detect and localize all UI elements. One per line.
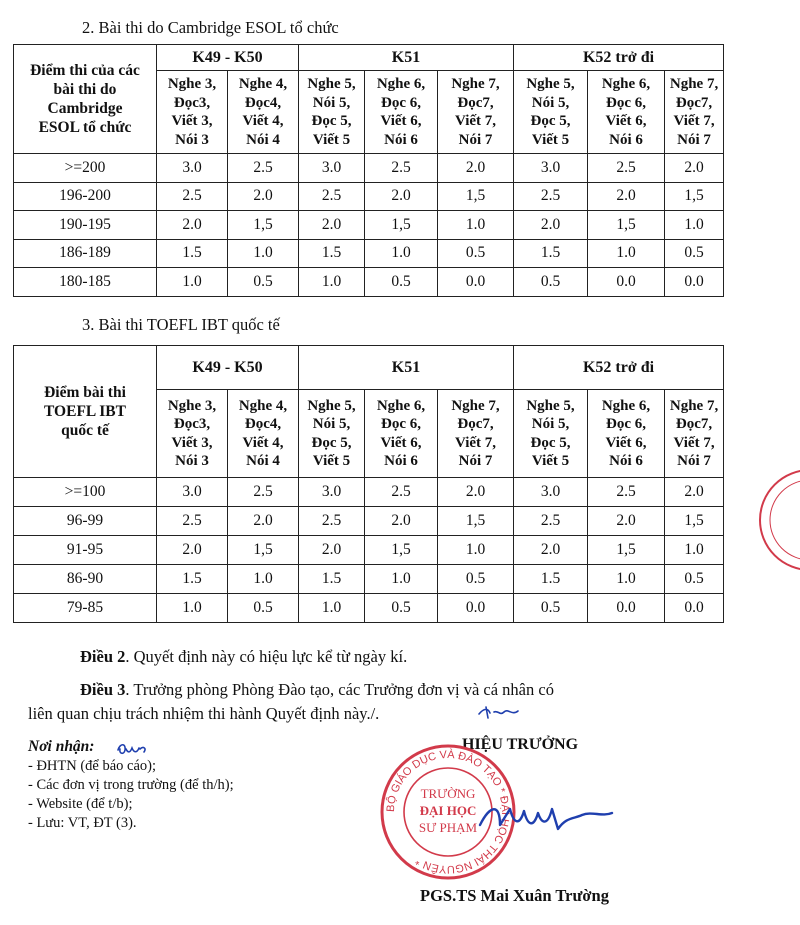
converted-score-cell: 0.0 — [665, 268, 724, 297]
article-3-line-2: liên quan chịu trách nhiệm thi hành Quyết định này./. — [28, 704, 380, 723]
converted-score-cell: 2.0 — [157, 211, 228, 240]
handwritten-signature — [470, 795, 620, 840]
score-range-cell: 196-200 — [14, 182, 157, 211]
converted-score-cell: 2.5 — [228, 478, 299, 507]
score-range-cell: 91-95 — [14, 536, 157, 565]
converted-score-cell: 0.5 — [514, 594, 588, 623]
table-row — [14, 211, 724, 240]
signature-title: HIỆU TRƯỞNG — [462, 736, 579, 753]
converted-score-cell: 2.0 — [514, 211, 588, 240]
converted-score-cell: 2.0 — [365, 507, 438, 536]
converted-score-cell: 2.5 — [157, 182, 228, 211]
converted-score-cell: 3.0 — [514, 154, 588, 183]
score-range-cell: >=100 — [14, 478, 157, 507]
svg-text:ĐẠI HỌC: ĐẠI HỌC — [419, 803, 477, 818]
converted-score-cell: 1,5 — [438, 182, 514, 211]
group-header-k49-k50: K49 - K50 — [157, 346, 299, 390]
converted-score-cell: 2.0 — [588, 507, 665, 536]
table-row — [14, 239, 724, 268]
converted-score-cell: 1,5 — [228, 211, 299, 240]
list-item: - Lưu: VT, ĐT (3). — [28, 815, 137, 831]
table-row — [14, 565, 724, 594]
subheader-cell: Nghe 4, Đọc4, Viết 4, Nói 4 — [228, 390, 299, 478]
subheader-cell: Nghe 7, Đọc7, Viết 7, Nói 7 — [665, 71, 724, 154]
converted-score-cell: 2.5 — [514, 507, 588, 536]
subheader-cell: Nghe 3, Đọc3, Viết 3, Nói 3 — [157, 71, 228, 154]
cambridge-score-table — [13, 44, 724, 297]
score-range-cell: >=200 — [14, 154, 157, 183]
score-range-cell: 96-99 — [14, 507, 157, 536]
converted-score-cell: 1.0 — [588, 565, 665, 594]
converted-score-cell: 0.5 — [665, 239, 724, 268]
converted-score-cell: 2.0 — [588, 182, 665, 211]
converted-score-cell: 1.5 — [299, 239, 365, 268]
table-corner-header: Điểm thi của các bài thi do Cambridge ESOL tổ chức — [14, 45, 157, 154]
converted-score-cell: 0.0 — [588, 268, 665, 297]
subheader-cell: Nghe 4, Đọc4, Viết 4, Nói 4 — [228, 71, 299, 154]
converted-score-cell: 1.0 — [438, 211, 514, 240]
converted-score-cell: 1.0 — [365, 565, 438, 594]
converted-score-cell: 1,5 — [588, 211, 665, 240]
converted-score-cell: 1.0 — [157, 268, 228, 297]
converted-score-cell: 1.0 — [588, 239, 665, 268]
converted-score-cell: 2.5 — [365, 478, 438, 507]
handwritten-initials-mark — [476, 702, 522, 722]
table-corner-header: Điểm bài thi TOEFL IBT quốc tế — [14, 346, 157, 478]
converted-score-cell: 2.0 — [665, 478, 724, 507]
converted-score-cell: 0.5 — [228, 594, 299, 623]
converted-score-cell: 1.5 — [514, 239, 588, 268]
group-header-k51: K51 — [299, 45, 514, 71]
svg-text:BỘ GIÁO DỤC VÀ ĐÀO TẠO * ĐẠI H: BỘ GIÁO DỤC VÀ ĐÀO TẠO * ĐẠI HỌC THÁI NGUYÊN * — [384, 748, 512, 876]
converted-score-cell: 0.0 — [438, 268, 514, 297]
subheader-cell: Nghe 5, Nói 5, Đọc 5, Viết 5 — [514, 390, 588, 478]
article-3-text: . Trưởng phòng Phòng Đào tạo, các Trưởng đơn vị và cá nhân có — [125, 680, 554, 699]
score-range-cell: 86-90 — [14, 565, 157, 594]
subheader-cell: Nghe 6, Đọc 6, Viết 6, Nói 6 — [588, 71, 665, 154]
group-header-k49-k50: K49 - K50 — [157, 45, 299, 71]
converted-score-cell: 0.5 — [438, 565, 514, 594]
converted-score-cell: 2.0 — [299, 536, 365, 565]
score-range-cell: 190-195 — [14, 211, 157, 240]
table-row — [14, 594, 724, 623]
group-header-k52: K52 trở đi — [514, 346, 724, 390]
table-row — [14, 154, 724, 183]
converted-score-cell: 2.5 — [365, 154, 438, 183]
converted-score-cell: 1.0 — [228, 565, 299, 594]
svg-text:TRƯỜNG: TRƯỜNG — [420, 786, 476, 801]
svg-text:SƯ PHẠM: SƯ PHẠM — [418, 820, 478, 835]
converted-score-cell: 0.0 — [588, 594, 665, 623]
converted-score-cell: 1,5 — [588, 536, 665, 565]
subheader-cell: Nghe 5, Nói 5, Đọc 5, Viết 5 — [514, 71, 588, 154]
converted-score-cell: 0.5 — [438, 239, 514, 268]
list-item: - Các đơn vị trong trường (để th/h); — [28, 777, 234, 793]
converted-score-cell: 1,5 — [665, 182, 724, 211]
converted-score-cell: 0.5 — [228, 268, 299, 297]
converted-score-cell: 0.5 — [514, 268, 588, 297]
converted-score-cell: 2.5 — [588, 478, 665, 507]
converted-score-cell: 0.5 — [365, 268, 438, 297]
score-range-cell: 186-189 — [14, 239, 157, 268]
converted-score-cell: 1.0 — [299, 268, 365, 297]
converted-score-cell: 1.5 — [157, 565, 228, 594]
converted-score-cell: 2.5 — [588, 154, 665, 183]
article-2-text: . Quyết định này có hiệu lực kể từ ngày kí. — [125, 647, 408, 666]
converted-score-cell: 3.0 — [299, 478, 365, 507]
converted-score-cell: 2.5 — [299, 507, 365, 536]
article-3-line-1 — [80, 680, 554, 700]
converted-score-cell: 2.0 — [228, 182, 299, 211]
recipients-title: Nơi nhận: — [28, 738, 95, 755]
list-item: - Website (để t/b); — [28, 796, 133, 812]
recipients-list — [28, 757, 234, 833]
converted-score-cell: 1.0 — [157, 594, 228, 623]
partial-edge-stamp — [748, 460, 800, 580]
subheader-cell: Nghe 6, Đọc 6, Viết 6, Nói 6 — [365, 390, 438, 478]
subheader-cell: Nghe 7, Đọc7, Viết 7, Nói 7 — [665, 390, 724, 478]
converted-score-cell: 0.5 — [665, 565, 724, 594]
subheader-cell: Nghe 7, Đọc7, Viết 7, Nói 7 — [438, 390, 514, 478]
converted-score-cell: 2.5 — [514, 182, 588, 211]
converted-score-cell: 0.5 — [365, 594, 438, 623]
converted-score-cell: 2.0 — [665, 154, 724, 183]
converted-score-cell: 0.0 — [438, 594, 514, 623]
table-row — [14, 507, 724, 536]
converted-score-cell: 1.0 — [665, 211, 724, 240]
converted-score-cell: 0.0 — [665, 594, 724, 623]
subheader-cell: Nghe 5, Nói 5, Đọc 5, Viết 5 — [299, 71, 365, 154]
converted-score-cell: 1,5 — [665, 507, 724, 536]
converted-score-cell: 2.0 — [438, 154, 514, 183]
list-item: - ĐHTN (để báo cáo); — [28, 758, 157, 774]
article-2 — [80, 647, 407, 667]
signatory-name: PGS.TS Mai Xuân Trường — [420, 886, 609, 905]
converted-score-cell: 2.5 — [157, 507, 228, 536]
converted-score-cell: 1,5 — [365, 536, 438, 565]
score-range-cell: 79-85 — [14, 594, 157, 623]
subheader-cell: Nghe 7, Đọc7, Viết 7, Nói 7 — [438, 71, 514, 154]
converted-score-cell: 1.5 — [514, 565, 588, 594]
converted-score-cell: 2.0 — [299, 211, 365, 240]
table-row — [14, 478, 724, 507]
converted-score-cell: 2.0 — [514, 536, 588, 565]
group-header-k52: K52 trở đi — [514, 45, 724, 71]
converted-score-cell: 1,5 — [365, 211, 438, 240]
converted-score-cell: 1,5 — [228, 536, 299, 565]
converted-score-cell: 1.0 — [665, 536, 724, 565]
converted-score-cell: 2.0 — [365, 182, 438, 211]
table-row — [14, 182, 724, 211]
converted-score-cell: 1.0 — [228, 239, 299, 268]
subheader-cell: Nghe 6, Đọc 6, Viết 6, Nói 6 — [365, 71, 438, 154]
converted-score-cell: 3.0 — [157, 154, 228, 183]
handwritten-recipient-initials — [114, 740, 150, 758]
toefl-score-table — [13, 345, 724, 623]
converted-score-cell: 1.5 — [157, 239, 228, 268]
subheader-cell: Nghe 3, Đọc3, Viết 3, Nói 3 — [157, 390, 228, 478]
converted-score-cell: 3.0 — [157, 478, 228, 507]
converted-score-cell: 2.0 — [157, 536, 228, 565]
converted-score-cell: 2.0 — [228, 507, 299, 536]
score-range-cell: 180-185 — [14, 268, 157, 297]
article-3-label: Điều 3 — [80, 680, 126, 699]
converted-score-cell: 3.0 — [514, 478, 588, 507]
subheader-cell: Nghe 6, Đọc 6, Viết 6, Nói 6 — [588, 390, 665, 478]
table-row — [14, 268, 724, 297]
section-3-title: 3. Bài thi TOEFL IBT quốc tế — [82, 315, 280, 334]
converted-score-cell: 3.0 — [299, 154, 365, 183]
converted-score-cell: 1.0 — [299, 594, 365, 623]
subheader-cell: Nghe 5, Nói 5, Đọc 5, Viết 5 — [299, 390, 365, 478]
converted-score-cell: 1,5 — [438, 507, 514, 536]
converted-score-cell: 1.0 — [365, 239, 438, 268]
converted-score-cell: 2.5 — [299, 182, 365, 211]
article-2-label: Điều 2 — [80, 647, 126, 666]
table-row — [14, 536, 724, 565]
group-header-k51: K51 — [299, 346, 514, 390]
section-2-title: 2. Bài thi do Cambridge ESOL tổ chức — [82, 18, 339, 37]
converted-score-cell: 2.5 — [228, 154, 299, 183]
converted-score-cell: 2.0 — [438, 478, 514, 507]
converted-score-cell: 1.0 — [438, 536, 514, 565]
converted-score-cell: 1.5 — [299, 565, 365, 594]
